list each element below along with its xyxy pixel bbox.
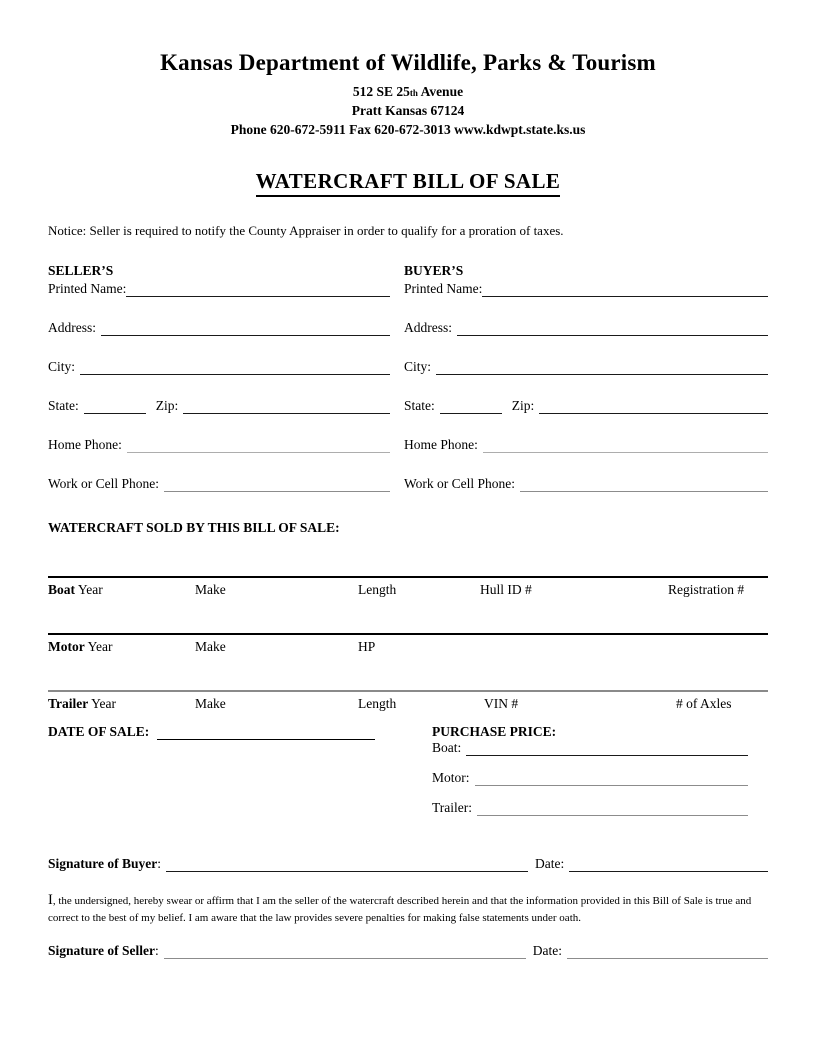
boat-year-label: Year xyxy=(77,582,103,598)
affidavit-lead: I xyxy=(48,892,53,909)
motor-label: Motor xyxy=(48,639,85,655)
trailer-label: Trailer xyxy=(48,696,89,712)
seller-header: SELLER’S xyxy=(48,263,114,279)
seller-city-field[interactable] xyxy=(80,359,390,375)
boat-row[interactable] xyxy=(48,576,768,633)
motor-row[interactable] xyxy=(48,633,768,690)
buyer-date-field[interactable] xyxy=(569,856,768,872)
buyer-city-label: City: xyxy=(404,359,432,375)
buyer-work-cell-label: Work or Cell Phone: xyxy=(404,476,516,492)
trailer-axles-header: # of Axles xyxy=(676,696,732,712)
seller-date-field[interactable] xyxy=(567,943,768,959)
seller-home-phone-field[interactable] xyxy=(127,437,390,453)
date-of-sale-row xyxy=(48,724,432,740)
seller-signature-label: Signature of Seller xyxy=(48,943,155,959)
seller-signature-colon: : xyxy=(155,943,159,959)
buyer-work-cell-row xyxy=(404,476,768,492)
seller-signature-field[interactable] xyxy=(164,943,526,959)
buyer-zip-field[interactable] xyxy=(539,398,768,414)
boat-length-header: Length xyxy=(358,582,397,598)
watercraft-section-title: WATERCRAFT SOLD BY THIS BILL OF SALE: xyxy=(48,520,340,536)
buyer-home-phone-label: Home Phone: xyxy=(404,437,478,453)
motor-price-field[interactable] xyxy=(475,770,748,786)
buyer-work-cell-field[interactable] xyxy=(520,476,768,492)
trailer-year-header xyxy=(48,696,116,712)
seller-work-cell-label: Work or Cell Phone: xyxy=(48,476,160,492)
motor-year-label: Year xyxy=(87,639,113,655)
seller-state-field[interactable] xyxy=(84,398,146,414)
seller-state-zip-row xyxy=(48,398,390,414)
buyer-state-zip-row xyxy=(404,398,768,414)
street-address-ordinal: th xyxy=(409,88,418,98)
buyer-address-row xyxy=(404,320,768,336)
trailer-row[interactable] xyxy=(48,690,768,718)
buyer-state-label: State: xyxy=(404,398,435,414)
buyer-home-phone-row xyxy=(404,437,768,453)
seller-printed-name-label: Printed Name: xyxy=(48,281,127,297)
seller-home-phone-label: Home Phone: xyxy=(48,437,122,453)
buyer-address-label: Address: xyxy=(404,320,452,336)
buyer-signature-row xyxy=(48,856,768,872)
boat-label: Boat xyxy=(48,582,75,598)
buyer-date-label: Date: xyxy=(535,856,565,872)
seller-state-label: State: xyxy=(48,398,79,414)
phone-fax-web-line: Phone 620-672-5911 Fax 620-672-3013 www.kdwpt.state.ks.us xyxy=(230,122,586,138)
purchase-price-label: PURCHASE PRICE: xyxy=(432,724,557,740)
city-state-zip-line: Pratt Kansas 67124 xyxy=(351,103,465,119)
seller-work-cell-field[interactable] xyxy=(164,476,390,492)
buyer-printed-name-field[interactable] xyxy=(482,281,768,297)
watercraft-table xyxy=(48,576,768,718)
date-of-sale-block xyxy=(48,724,432,816)
trailer-make-header: Make xyxy=(195,696,226,712)
buyer-signature-colon: : xyxy=(157,856,162,872)
seller-zip-field[interactable] xyxy=(183,398,390,414)
buyer-header: BUYER’S xyxy=(404,263,464,279)
seller-printed-name-row xyxy=(48,281,390,297)
trailer-price-field[interactable] xyxy=(477,800,748,816)
seller-zip-label: Zip: xyxy=(155,398,179,414)
seller-city-row xyxy=(48,359,390,375)
street-address-suffix: Avenue xyxy=(417,84,464,99)
seller-column xyxy=(48,263,390,492)
boat-price-label: Boat: xyxy=(432,740,462,756)
buyer-state-field[interactable] xyxy=(440,398,502,414)
boat-price-row xyxy=(432,740,748,756)
boat-hull-id-header: Hull ID # xyxy=(480,582,532,598)
seller-date-label: Date: xyxy=(532,943,563,959)
notice-text: Notice: Seller is required to notify the County Appraiser in order to qualify for a proration of taxes. xyxy=(48,223,564,239)
form-title: WATERCRAFT BILL OF SALE xyxy=(256,169,561,197)
motor-make-header: Make xyxy=(195,639,226,655)
buyer-column xyxy=(404,263,768,492)
buyer-printed-name-row xyxy=(404,281,768,297)
buyer-home-phone-field[interactable] xyxy=(483,437,768,453)
motor-price-row xyxy=(432,770,748,786)
seller-home-phone-row xyxy=(48,437,390,453)
boat-price-field[interactable] xyxy=(466,740,748,756)
affidavit-body: , the undersigned, hereby swear or affirm that I am the seller of the watercraft described herein and that the information provided in this Bill of Sale is true and correct to the best of my belief. I am aware that the law provides severe penalties for making false statements under oath. xyxy=(48,895,752,925)
street-address-number: 512 SE 25 xyxy=(352,84,410,99)
sale-section xyxy=(48,724,768,816)
trailer-year-label: Year xyxy=(91,696,116,712)
date-of-sale-field[interactable] xyxy=(157,724,375,740)
buyer-address-field[interactable] xyxy=(457,320,768,336)
buyer-printed-name-label: Printed Name: xyxy=(404,281,483,297)
trailer-price-label: Trailer: xyxy=(432,800,472,816)
seller-work-cell-row xyxy=(48,476,390,492)
affidavit-text xyxy=(48,890,768,927)
boat-registration-header: Registration # xyxy=(668,582,745,598)
trailer-price-row xyxy=(432,800,748,816)
buyer-city-field[interactable] xyxy=(436,359,768,375)
buyer-zip-label: Zip: xyxy=(511,398,535,414)
date-of-sale-label: DATE OF SALE: xyxy=(48,724,150,740)
seller-signature-row xyxy=(48,943,768,959)
seller-address-field[interactable] xyxy=(101,320,390,336)
street-address xyxy=(48,82,768,101)
trailer-vin-header: VIN # xyxy=(484,696,519,712)
motor-price-label: Motor: xyxy=(432,770,470,786)
form-title-wrap xyxy=(48,169,768,197)
purchase-price-block xyxy=(432,724,768,816)
org-name: Kansas Department of Wildlife, Parks & Tourism xyxy=(160,50,656,75)
trailer-length-header: Length xyxy=(358,696,397,712)
seller-printed-name-field[interactable] xyxy=(126,281,390,297)
buyer-city-row xyxy=(404,359,768,375)
boat-year-header xyxy=(48,582,103,598)
buyer-signature-label: Signature of Buyer xyxy=(48,856,158,872)
motor-year-header xyxy=(48,639,113,655)
seller-address-label: Address: xyxy=(48,320,96,336)
boat-make-header: Make xyxy=(195,582,226,598)
parties-section xyxy=(48,263,768,492)
seller-address-row xyxy=(48,320,390,336)
buyer-signature-field[interactable] xyxy=(166,856,528,872)
seller-city-label: City: xyxy=(48,359,76,375)
motor-hp-header: HP xyxy=(358,639,376,655)
